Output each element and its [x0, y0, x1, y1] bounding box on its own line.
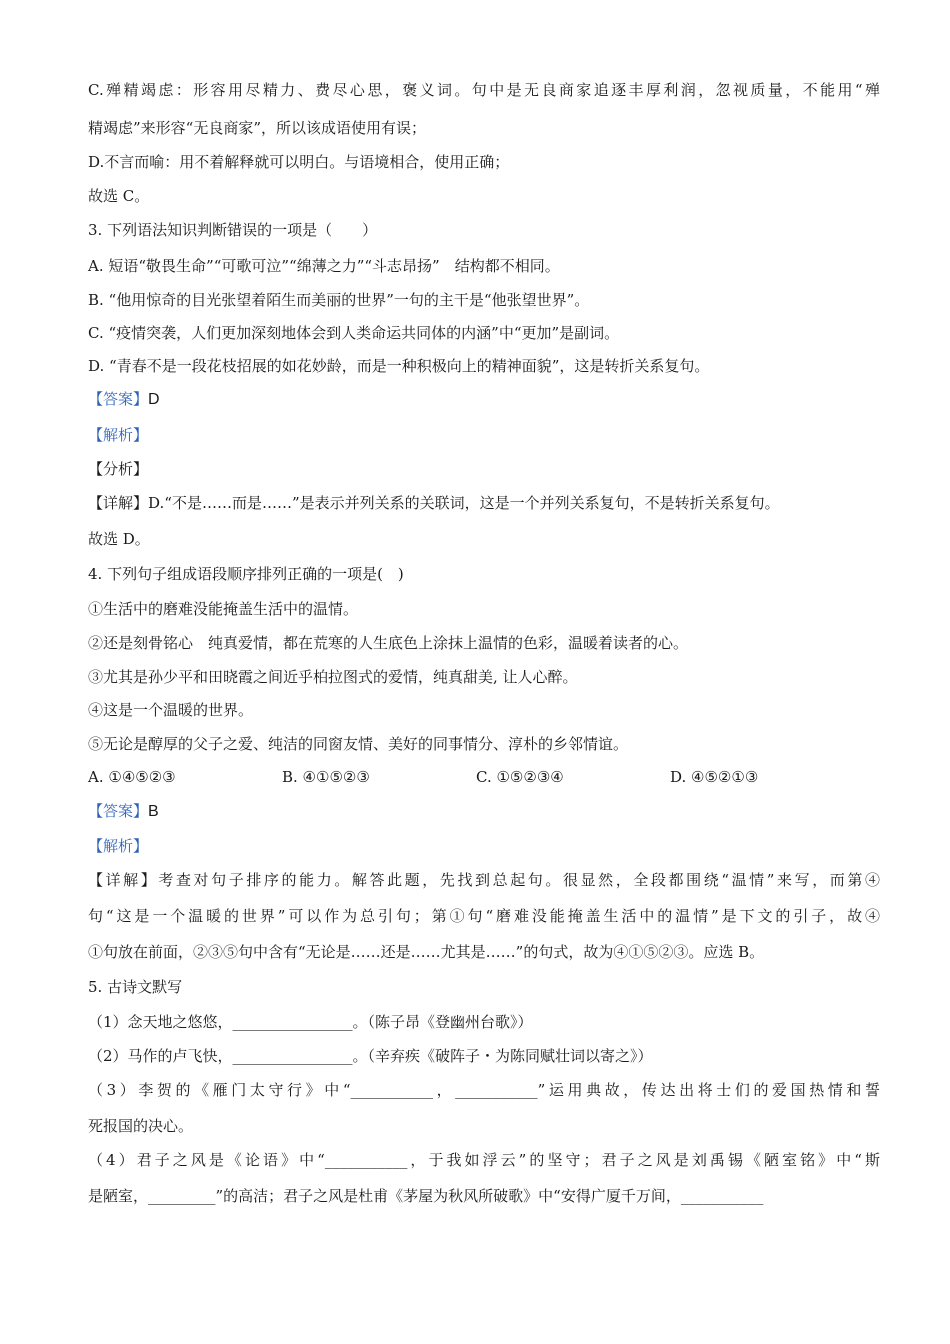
- explanation-line: C.殚精竭虑：形容用尽精力、费尽心思，褒义词。句中是无良商家追逐丰厚利润，忽视质量，不能用“殚: [88, 81, 880, 99]
- sentence-4: ④这是一个温暖的世界。: [88, 701, 254, 719]
- poem-item-4-cont: 是陋室，_________”的高洁；君子之风是杜甫《茅屋为秋风所破歌》中“安得广厦千万间，___________: [88, 1187, 764, 1205]
- analysis-subhead: 【分析】: [88, 460, 149, 478]
- explanation-line: D.不言而喻：用不着解释就可以明白。与语境相合，使用正确；: [88, 153, 510, 171]
- question-3-option-c: C. “疫情突袭，人们更加深刻地体会到人类命运共同体的内涵”中“更加”是副词。: [88, 324, 620, 342]
- detail-line: [88, 493, 880, 513]
- answer-tag: 【答案】: [88, 390, 149, 408]
- detail-line: [88, 870, 880, 890]
- analysis-tag: 【解析】: [88, 426, 149, 444]
- detail-line: ①句放在前面，②③⑤句中含有“无论是……还是……尤其是……”的句式，故为④①⑤②③。应选 B。: [88, 943, 765, 961]
- poem-item-4: （4）君子之风是《论语》中“___________，于我如浮云”的坚守；君子之风是刘禹锡《陋室铭》中“斯: [88, 1151, 880, 1169]
- answer-value: D: [148, 391, 160, 408]
- question-3-option-a: A. 短语“敬畏生命”“可歌可泣”“绵薄之力”“斗志昂扬” 结构都不相同。: [88, 257, 560, 275]
- analysis-line: [88, 425, 880, 445]
- sentence-1: ①生活中的磨难没能掩盖生活中的温情。: [88, 600, 359, 618]
- poem-item-3-cont: 死报国的决心。: [88, 1117, 194, 1135]
- sentence-5: ⑤无论是醇厚的父子之爱、纯洁的同窗友情、美好的同事情分、淳朴的乡邻情谊。: [88, 735, 629, 753]
- question-4-stem: 4. 下列句子组成语段顺序排列正确的一项是( ): [88, 565, 404, 583]
- answer-tag: 【答案】: [88, 802, 149, 820]
- question-3-option-d: D. “青春不是一段花枝招展的如花妙龄，而是一种积极向上的精神面貌”，这是转折关系复句。: [88, 357, 710, 375]
- answer-value: B: [148, 803, 159, 820]
- question-4-option-b: B. ④①⑤②③: [282, 768, 370, 786]
- answer-line: [88, 389, 880, 410]
- conclusion-line: 故选 D。: [88, 530, 150, 548]
- answer-line: [88, 801, 880, 822]
- question-3-stem: 3. 下列语法知识判断错误的一项是（ ）: [88, 221, 378, 239]
- detail-tag: 【详解】: [88, 494, 149, 512]
- detail-tag: 【详解】: [88, 871, 159, 889]
- sentence-2: ②还是刻骨铭心 纯真爱情，都在荒寒的人生底色上涂抹上温情的色彩，温暖着读者的心。: [88, 634, 689, 652]
- question-5-stem: 5. 古诗文默写: [88, 978, 183, 996]
- detail-line: 句“这是一个温暖的世界”可以作为总引句；第①句“磨难没能掩盖生活中的温情”是下文的引子，故④: [88, 907, 880, 925]
- poem-item-3: （3）李贺的《雁门太守行》中“___________，___________”运用典故，传达出将士们的爱国热情和誓: [88, 1081, 880, 1099]
- question-4-option-c: C. ①⑤②③④: [476, 768, 564, 786]
- detail-text: D.“不是……而是……”是表示并列关系的关联词，这是一个并列关系复句，不是转折关系复句。: [148, 494, 780, 512]
- poem-item-2: （2）马作的卢飞快，________________。（辛弃疾《破阵子・为陈同赋壮词以寄之》）: [88, 1047, 653, 1065]
- question-3-option-b: B. “他用惊奇的目光张望着陌生而美丽的世界”一句的主干是“他张望世界”。: [88, 291, 590, 309]
- question-4-option-d: D. ④⑤②①③: [670, 768, 759, 786]
- analysis-line: [88, 836, 880, 856]
- question-4-option-a: A. ①④⑤②③: [88, 768, 176, 786]
- poem-item-1: （1）念天地之悠悠，________________。（陈子昂《登幽州台歌》）: [88, 1013, 533, 1031]
- detail-text: 考查对句子排序的能力。解答此题，先找到总起句。很显然，全段都围绕“温情”来写，而第④: [158, 871, 880, 889]
- analysis-tag: 【解析】: [88, 837, 149, 855]
- explanation-line: 精竭虑”来形容“无良商家”，所以该成语使用有误；: [88, 119, 427, 137]
- sentence-3: ③尤其是孙少平和田晓霞之间近乎柏拉图式的爱情，纯真甜美, 让人心醉。: [88, 668, 578, 686]
- conclusion-line: 故选 C。: [88, 187, 150, 205]
